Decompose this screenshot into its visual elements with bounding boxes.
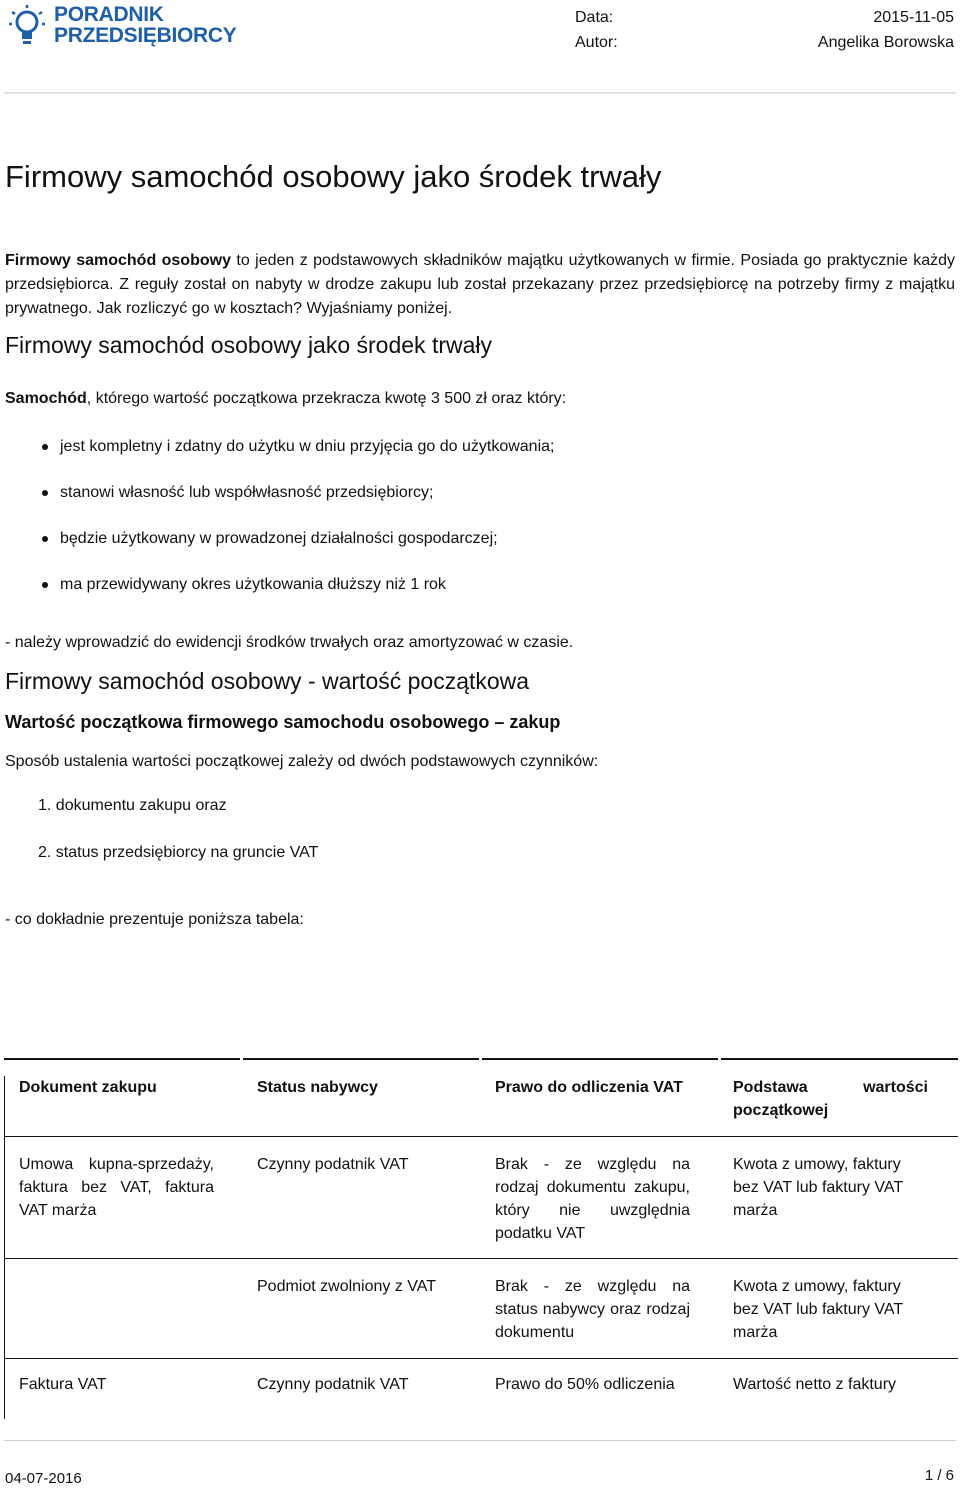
section-1-lead	[5, 387, 955, 411]
logo[interactable]	[8, 4, 237, 52]
table-cell: Czynny podatnik VAT	[257, 1156, 409, 1173]
footer-divider	[4, 1440, 956, 1441]
table-row	[4, 1358, 958, 1419]
table-header-cell: Prawo do odliczenia VAT	[495, 1079, 683, 1096]
table-cell: Brak - ze względu na rodzaj dokumentu zakupu, który nie uwzględnia podatku VAT	[495, 1156, 690, 1242]
table-cell: Kwota z umowy, faktury bez VAT lub faktury VAT marża	[733, 1278, 903, 1341]
logo-line-1: PORADNIK	[54, 3, 164, 26]
list-item: 1. dokumentu zakupu oraz	[38, 797, 227, 814]
factors-list	[5, 794, 955, 888]
method-paragraph: Sposób ustalenia wartości początkowej zależy od dwóch podstawowych czynników:	[5, 753, 599, 770]
intro-bold: Firmowy samochód osobowy	[5, 252, 231, 269]
author-value: Angelika Borowska	[817, 34, 954, 51]
list-item: będzie użytkowany w prowadzonej działalności gospodarczej;	[5, 527, 955, 573]
table-row	[4, 1136, 958, 1259]
date-value: 2015-11-05	[873, 9, 954, 26]
list-item: jest kompletny i zdatny do użytku w dniu przyjęcia go do użytkowania;	[5, 435, 955, 481]
table-cell: Czynny podatnik VAT	[257, 1376, 409, 1393]
page-title: Firmowy samochód osobowy jako środek trwały	[5, 159, 662, 194]
table-cell: Faktura VAT	[19, 1376, 107, 1393]
table-header-row	[4, 1076, 958, 1136]
header-divider	[4, 92, 956, 94]
table-cell: Kwota z umowy, faktury bez VAT lub faktury VAT marża	[733, 1156, 903, 1219]
table-header-cell: Podstawa wartości początkowej	[733, 1079, 928, 1119]
list-item: 2. status przedsiębiorcy na gruncie VAT	[38, 844, 319, 861]
table-row	[4, 1258, 958, 1359]
table-cell: Brak - ze względu na status nabywcy oraz rodzaj dokumentu	[495, 1278, 690, 1341]
section-1-note: - należy wprowadzić do ewidencji środków trwałych oraz amortyzować w czasie.	[5, 634, 574, 651]
lead-bold: Samochód	[5, 390, 87, 407]
footer-date: 04-07-2016	[5, 1470, 82, 1487]
table-cell: Prawo do 50% odliczenia	[495, 1376, 675, 1393]
table-cell: Umowa kupna-sprzedaży, faktura bez VAT, faktura VAT marża	[19, 1156, 214, 1219]
criteria-list	[5, 435, 955, 619]
page-header	[0, 0, 960, 92]
logo-text	[54, 4, 237, 46]
intro-paragraph	[5, 249, 955, 321]
intro-text: to jeden z podstawowych składników majątku użytkowanych w firmie. Posiada go praktycznie każdy przedsiębiorca. Z reguły został on nabyty w drodze zakupu lub został przekazany przez przedsiębiorcę na potrzeby firmy z majątku prywatnego. Jak rozliczyć go w kosztach? Wyjaśniamy poniżej.	[5, 252, 955, 317]
page-number: 1 / 6	[924, 1467, 954, 1484]
table-header-cell: Dokument zakupu	[19, 1079, 157, 1096]
author-label: Autor:	[575, 34, 618, 51]
section-heading-2: Firmowy samochód osobowy - wartość początkowa	[5, 668, 530, 694]
list-item: ma przewidywany okres użytkowania dłuższy niż 1 rok	[5, 573, 955, 619]
meta-labels	[575, 5, 618, 55]
lead-text: , którego wartość początkowa przekracza kwotę 3 500 zł oraz który:	[86, 390, 567, 407]
date-label: Data:	[575, 9, 614, 26]
section-heading-1: Firmowy samochód osobowy jako środek trwały	[5, 332, 493, 358]
table-header-cell: Status nabywcy	[257, 1079, 378, 1096]
subheading: Wartość początkowa firmowego samochodu osobowego – zakup	[5, 712, 561, 732]
meta-values	[818, 5, 954, 55]
table-intro: - co dokładnie prezentuje poniższa tabela:	[5, 911, 304, 928]
logo-line-2: PRZEDSIĘBIORCY	[54, 24, 237, 47]
table-cell: Wartość netto z faktury	[733, 1376, 897, 1393]
article-body	[5, 140, 955, 932]
lightbulb-icon	[8, 4, 46, 52]
table-cell: Podmiot zwolniony z VAT	[257, 1278, 437, 1295]
list-item: stanowi własność lub współwłasność przedsiębiorcy;	[5, 481, 955, 527]
